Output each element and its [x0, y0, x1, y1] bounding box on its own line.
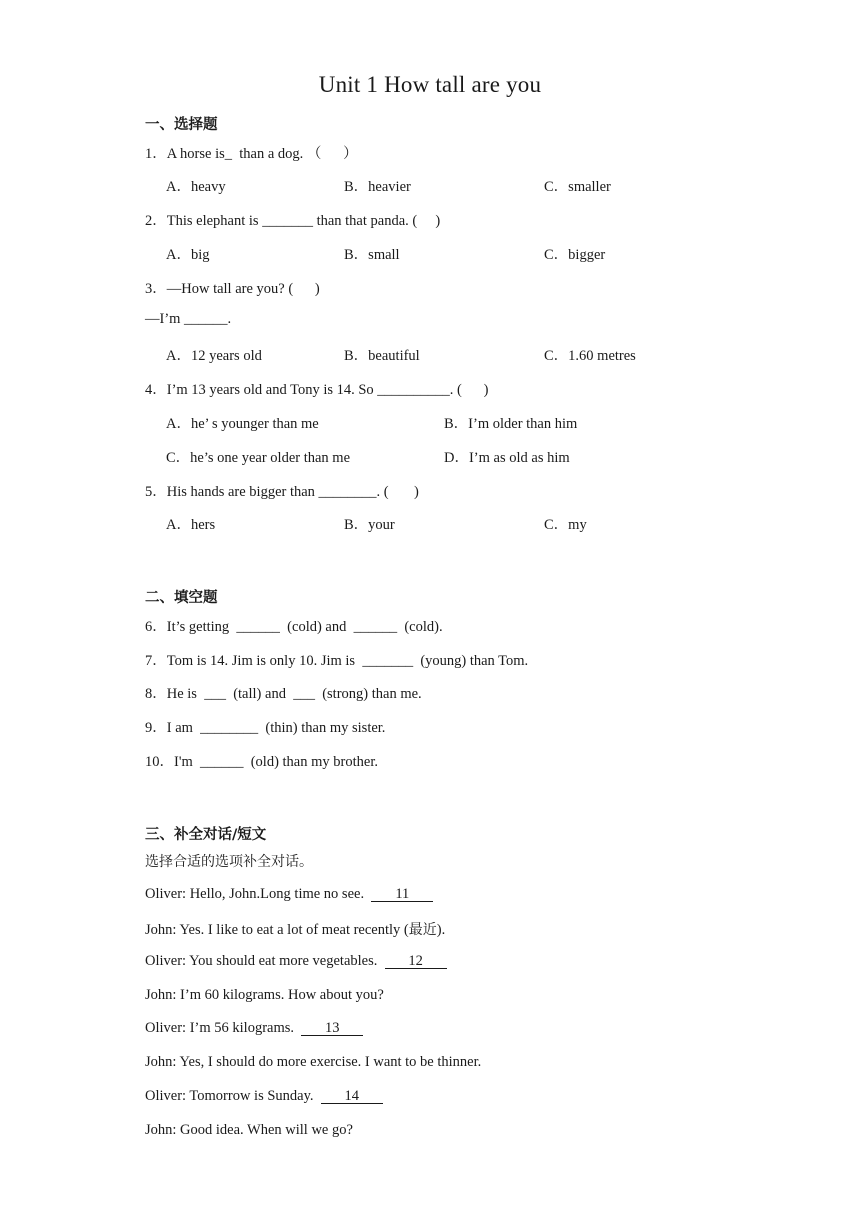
- q1-option-a: A．heavy: [166, 179, 226, 195]
- question-6: 6．It’s getting ______ (cold) and ______ (cold).: [145, 619, 443, 635]
- question-4: 4．I’m 13 years old and Tony is 14. So __________. ( ): [145, 382, 489, 398]
- dialog-line-6: John: Yes, I should do more exercise. I want to be thinner.: [145, 1054, 482, 1070]
- dialog-line-2-chinese: 最近: [408, 922, 437, 938]
- question-10: 10．I'm ______ (old) than my brother.: [145, 754, 378, 770]
- section-heading-fill: 二、填空题: [145, 590, 218, 606]
- q5-option-c: C．my: [544, 517, 587, 533]
- dialog-line-1-text: Oliver: Hello, John.Long time no see.: [145, 886, 372, 902]
- q3-option-b: B．beautiful: [344, 348, 420, 364]
- q5-option-a: A．hers: [166, 517, 216, 533]
- dialog-line-5: [145, 1020, 363, 1037]
- question-3-response: —I’m ______.: [145, 311, 232, 327]
- q4-option-a: A．he’ s younger than me: [166, 416, 319, 432]
- answer-blank-14: 14: [321, 1088, 383, 1104]
- question-1: 1．A horse is_ than a dog. （ ）: [145, 146, 358, 162]
- dialog-instructions: 选择合适的选项补全对话。: [145, 854, 313, 870]
- dialog-line-3: [145, 953, 447, 970]
- answer-blank-11: 11: [371, 886, 433, 902]
- dialog-line-7-text: Oliver: Tomorrow is Sunday.: [145, 1088, 321, 1104]
- question-3: 3．—How tall are you? ( ): [145, 281, 320, 297]
- dialog-line-3-text: Oliver: You should eat more vegetables.: [145, 953, 385, 969]
- q3-option-c: C．1.60 metres: [544, 348, 636, 364]
- q2-option-a: A．big: [166, 247, 210, 263]
- dialog-line-2: [145, 919, 445, 939]
- q1-option-b: B．heavier: [344, 179, 411, 195]
- page-title: Unit 1 How tall are you: [318, 72, 542, 97]
- dialog-line-2-text: John: Yes. I like to eat a lot of meat recently (: [145, 922, 409, 938]
- q1-option-c: C．smaller: [544, 179, 611, 195]
- dialog-line-5-text: Oliver: I’m 56 kilograms.: [145, 1020, 302, 1036]
- question-9: 9．I am ________ (thin) than my sister.: [145, 720, 386, 736]
- section-heading-dialog: 三、补全对话/短文: [145, 827, 267, 843]
- question-8: 8．He is ___ (tall) and ___ (strong) than me.: [145, 686, 422, 702]
- dialog-line-8: John: Good idea. When will we go?: [145, 1122, 353, 1138]
- question-5: 5．His hands are bigger than ________. ( ): [145, 484, 419, 500]
- answer-blank-12: 12: [385, 953, 447, 969]
- section-heading-choice: 一、选择题: [145, 117, 218, 133]
- q2-option-b: B．small: [344, 247, 400, 263]
- dialog-line-7: [145, 1088, 383, 1105]
- answer-blank-13: 13: [301, 1020, 363, 1036]
- dialog-line-4: John: I’m 60 kilograms. How about you?: [145, 987, 384, 1003]
- dialog-line-2-end: ).: [436, 922, 446, 938]
- question-7: 7．Tom is 14. Jim is only 10. Jim is _______ (young) than Tom.: [145, 653, 529, 669]
- q4-option-c: C．he’s one year older than me: [166, 450, 351, 466]
- q4-option-b: B．I’m older than him: [444, 416, 578, 432]
- dialog-line-1: [145, 886, 433, 903]
- q2-option-c: C．bigger: [544, 247, 606, 263]
- q5-option-b: B．your: [344, 517, 395, 533]
- q4-option-d: D．I’m as old as him: [444, 450, 570, 466]
- question-2: 2．This elephant is _______ than that panda. ( ): [145, 213, 441, 229]
- q3-option-a: A．12 years old: [166, 348, 262, 364]
